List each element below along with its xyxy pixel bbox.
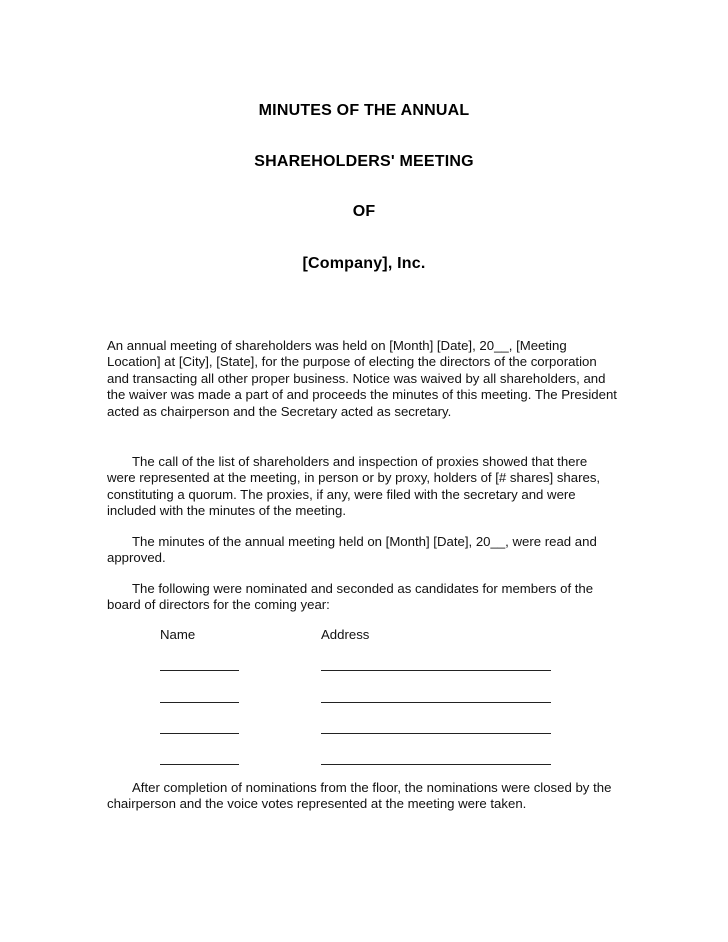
nominee-name-blank-4 — [160, 764, 239, 765]
minutes-approval-paragraph: The minutes of the annual meeting held on [Month] [Date], 20__, were read and approved. — [107, 534, 597, 566]
nominee-name-blank-2 — [160, 702, 239, 703]
document-title-line-2: SHAREHOLDERS' MEETING — [254, 153, 474, 170]
nominee-name-blank-3 — [160, 733, 239, 734]
vote-paragraph: After completion of nominations from the floor, the nominations were closed by the chairperson and the voice votes represented at the meeting were taken. — [107, 780, 612, 812]
meeting-intro-paragraph: An annual meeting of shareholders was held on [Month] [Date], 20__, [Meeting Location] at [City], [State], for the purpose of electing the directors of the corporation and transacting all other proper business. Notice was waived by all shareholders, and the waiver was made a part of and proceeds the minutes of this meeting. The President acted as chairperson and the Secretary acted as secretary. — [107, 338, 617, 419]
company-name-title: [Company], Inc. — [302, 255, 426, 272]
nominee-address-blank-4 — [321, 764, 551, 765]
nominee-address-blank-1 — [321, 670, 551, 671]
quorum-paragraph: The call of the list of shareholders and inspection of proxies showed that there were represented at the meeting, in person or by proxy, holders of [# shares] shares, constituting a quorum. The proxies, if any, were filed with the secretary and were included with the minutes of the meeting. — [107, 454, 601, 519]
nominee-address-blank-3 — [321, 733, 551, 734]
nominee-name-header: Name — [160, 627, 196, 642]
nominee-name-blank-1 — [160, 670, 239, 671]
nominee-address-header: Address — [321, 627, 370, 642]
document-title-line-3: OF — [352, 203, 376, 220]
nominee-address-blank-2 — [321, 702, 551, 703]
nominations-paragraph: The following were nominated and seconded as candidates for members of the board of directors for the coming year: — [107, 581, 594, 613]
document-title-line-1: MINUTES OF THE ANNUAL — [258, 102, 470, 119]
